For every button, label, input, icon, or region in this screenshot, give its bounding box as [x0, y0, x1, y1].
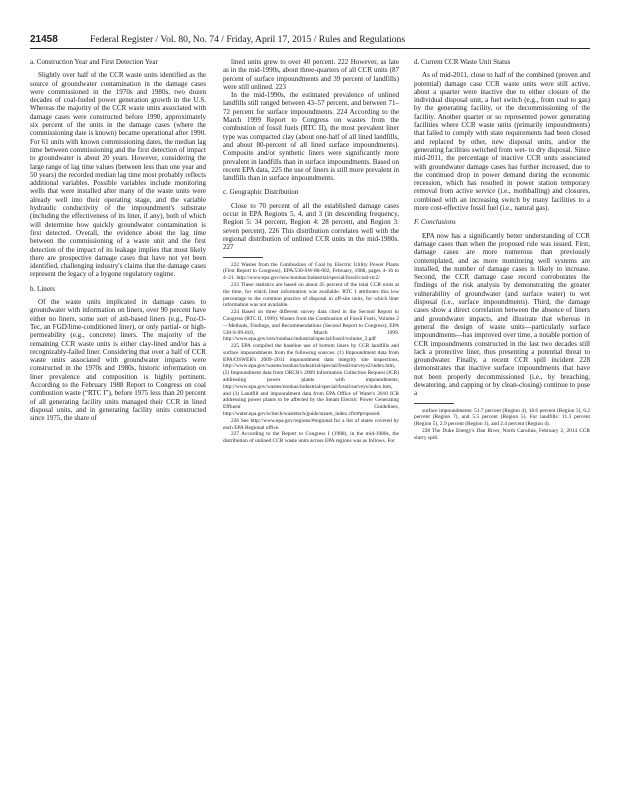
footnote-226: 226 See http://www.epa.gov/regions/#regional for a list of states covered by each EPA Regional office.	[223, 417, 399, 431]
header-title: Federal Register / Vol. 80, No. 74 / Friday, April 17, 2015 / Rules and Regulations	[90, 34, 406, 45]
footnote-rule	[414, 403, 454, 404]
paragraph: In the mid-1990s, the estimated prevalence of unlined landfills still ranged between 43–57 percent, and between 71–72 percent for surface impoundments. 224 According to the March 1999 Report to Congress on wastes from the combustion of fossil fuels (RTC II), the most prevalent liner type was compacted clay (about one-half of all lined landfills, and about 80-percent of all lined surface impoundments). Composite and/or synthetic liners were significantly more prevalent in landfills than in surface impoundments. Based on recent EPA data, 225 the use of liners is still more prevalent in landfills than in surface impoundments.	[223, 91, 399, 183]
header-rule	[30, 48, 590, 49]
section-heading-d: d. Current CCR Waste Unit Status	[414, 58, 511, 66]
paragraph: Of the waste units implicated in damage cases to groundwater with information on liners, over 90 percent have either no liners, some sort of ash-based liners (e.g., Poz-O-Tec, an FGD/lime-conditioned liner), or only partial- or high-permeability (e.g., concrete) liners. The majority of the remaining CCR waste units is either clay-lined and/or has a recognizably-failed liner. Considering that over a half of CCR waste units associated with groundwater impacts were constructed in the 1970s and 1980s, historic information on liner prevalence and composition is highly pertinent. According to the February 1988 Report to Congress on coal combustion waste (“RTC I”), before 1975 less than 20 percent of all generating facility units managed their CCR in lined disposal units, and in generating facility units constructed since 1975, the share of	[30, 298, 206, 423]
footnote-222: 222 Wastes from the Combustion of Coal by Electric Utility Power Plants (First Report to Congress), EPA/530-SW-88-002, February, 1988, pages 4–16 to 4–21. http://www.epa.gov/osw/nonhaz/industrial/special/fossil/coal-rtc2/	[223, 261, 399, 282]
section-heading-a: a. Construction Year and First Detection Year	[30, 58, 158, 66]
paragraph: lined units grew to over 40 percent. 222 However, as late as in the mid-1990s, about three-quarters of all CCR units (87 percent of surface impoundments and 39 percent of landfills) were still unlined. 223	[223, 58, 399, 91]
column-left	[30, 58, 206, 422]
paragraph: Slightly over half of the CCR waste units identified as the source of groundwater contamination in the damage cases were commissioned in the 1970s and 1980s, two dozen decades of coal-fueled power generation growth in the U.S. Whereas the majority of the CCR waste units associated with damage cases were constructed before 1990, approximately six percent of the units in the damage cases (where the commissioning date is known) became operational after 1990. For 61 units with known commissioning dates, the median lag time between commissioning and the first detection of impact to groundwater is about 20 years. However, considering the large range of lag time values (between less than one year and 50 years) the recorded median lag time most probably reflects additional variables. Possible variables include monitoring wells that were installed after many of the waste units were already well into their operating stage, and the variable hydraulic conductivity of the impoundment's substrate (including the effectiveness of its liner, if any), both of which will determine how quickly groundwater contamination is first detected. Overall, the evidence about the lag time between the commissioning of a waste unit and the first detection of the impact of its leakage implies that most likely there are prospective damage cases that have not yet been identified, challenging industry's claims that the damage cases represent the legacy of a bygone regulatory regime.	[30, 71, 206, 279]
footnote-227: 227 According to the Report to Congress I (1988), in the mid-1980s, the distribution of unlined CCR waste units across EPA regions was as follows. For	[223, 431, 399, 445]
section-heading-f: F. Conclusions	[414, 218, 456, 227]
section-heading-c: c. Geographic Distribution	[223, 188, 299, 197]
footnote-227-continued: surface impoundments: 51.7 percent (Region 4), 18.6 percent (Region 3), 6.2 percent (Region 7), and 5.5 percent (Region 5). For landfills: 11.3 percent (Region 5), 2.9 percent (Region 3), and 2.4 percent (Region 4).	[414, 407, 590, 428]
footnote-225: 225 EPA compiled the baseline use of bottom liners by CCR landfills and surface impoundments from the following sources: (1) Impoundment data from EPA/OSWER's 2009–2011 impoundment dam integrity site inspections, http://www.epa.gov/wastes/nonhaz/industrial/special/fossil/surveys2/index.htm, (2) Impoundment data from ORCR's 2009 Information Collection Request (ICR) addressing power plants with impoundments, http://www.epa.gov/wastes/nonhaz/industrial/special/fossil/surveys/index.htm, and (3) Landfill and impoundment data from EPA Office of Water's 2010 ICR addressing power plants to be affected by the Steam Electric Power Generating Effluent Guidelines, http://water.epa.gov/scitech/wastetech/guide/steam_index.cfm#proposed.	[223, 343, 399, 418]
section-heading-b: b. Liners	[30, 284, 56, 293]
page-number: 21458	[30, 34, 58, 45]
running-header	[30, 34, 590, 45]
footnote-228: 228 The Duke Energy's Dan River, North Carolina, February 2, 2014 CCR slurry spill.	[414, 427, 590, 441]
footnote-rule	[223, 257, 263, 258]
column-middle	[223, 58, 399, 445]
footnote-223: 223 These statistics are based on about 45 percent of the total CCR units at the time, for which liner information was available. RTC I attributes this low percentage to the common practice of disposal in off-site units, for which liner information was not available.	[223, 281, 399, 309]
paragraph: As of mid-2011, close to half of the combined (proven and potential) damage case CCR waste units were still active, about a quarter were inactive due to either closure of the individual disposal unit, a fuel switch (e.g., from coal to gas) by the generating facility, or the decommissioning of the facility. Another quarter or so represented power generating facilities where CCR waste units (primarily impoundments) that failed to comply with state requirements had been closed and replaced by other, new disposal units, and/or the generating facilities switched from wet- to dry disposal. Since mid-2011, the percentage of inactive CCR units associated with groundwater damage cases has further increased, due to the continued drop in power demand during the economic recession, which has resulted in power station temporary removal from active service (i.e., mothballing) and closures, combined with an increasing switch by many facilities to a more cost-effective fossil fuel (i.e., natural gas).	[414, 71, 590, 213]
footnote-224: 224 Based on three different survey data cited in the Second Report to Congress (RTC II, 1999): Wastes from the Combustion of Fossil Fuels, Volume 2—Methods, Findings, and Recommendations (Second Report to Congress), EPA 530-S-99-010, March 1999. http://www.epa.gov/osw/nonhaz/industrial/special/fossil/volume_2.pdf	[223, 309, 399, 343]
paragraph: EPA now has a significantly better understanding of CCR damage cases than when the proposed rule was issued. First, damage cases are more numerous than previously contemplated, and as more monitoring well systems are installed, the number of damage cases is likely to increase. Second, the CCR damage case record corroborates the findings of the risk analysis by demonstrating the greater vulnerability of groundwater (and surface water) to wet disposal (i.e., surface impoundments). Third, the damage cases show a direct correlation between the absence of liners and groundwater impacts, and illustrate that whereas in general the design of waste units—particularly surface impoundments—has improved over time, a notable portion of CCR impoundments constructed in the last two decades still lack a protective liner, thus presenting a potential threat to groundwater. Finally, a recent CCR spill incident 228 demonstrates that inactive surface impoundments that have not been properly decommissioned (i.e., by breaching, dewatering, and capping or by clean-closing) continue to pose a	[414, 231, 590, 398]
column-right	[414, 58, 590, 442]
paragraph: Close to 70 percent of all the established damage cases occur in EPA Regions 5, 4, and 3 (in descending frequency, Region 5: 34 percent, Region 4: 28 percent, and Region 3: seven percent). 226 This distribution correlates well with the regional distribution of unlined CCR units in the mid-1980s. 227	[223, 201, 399, 252]
